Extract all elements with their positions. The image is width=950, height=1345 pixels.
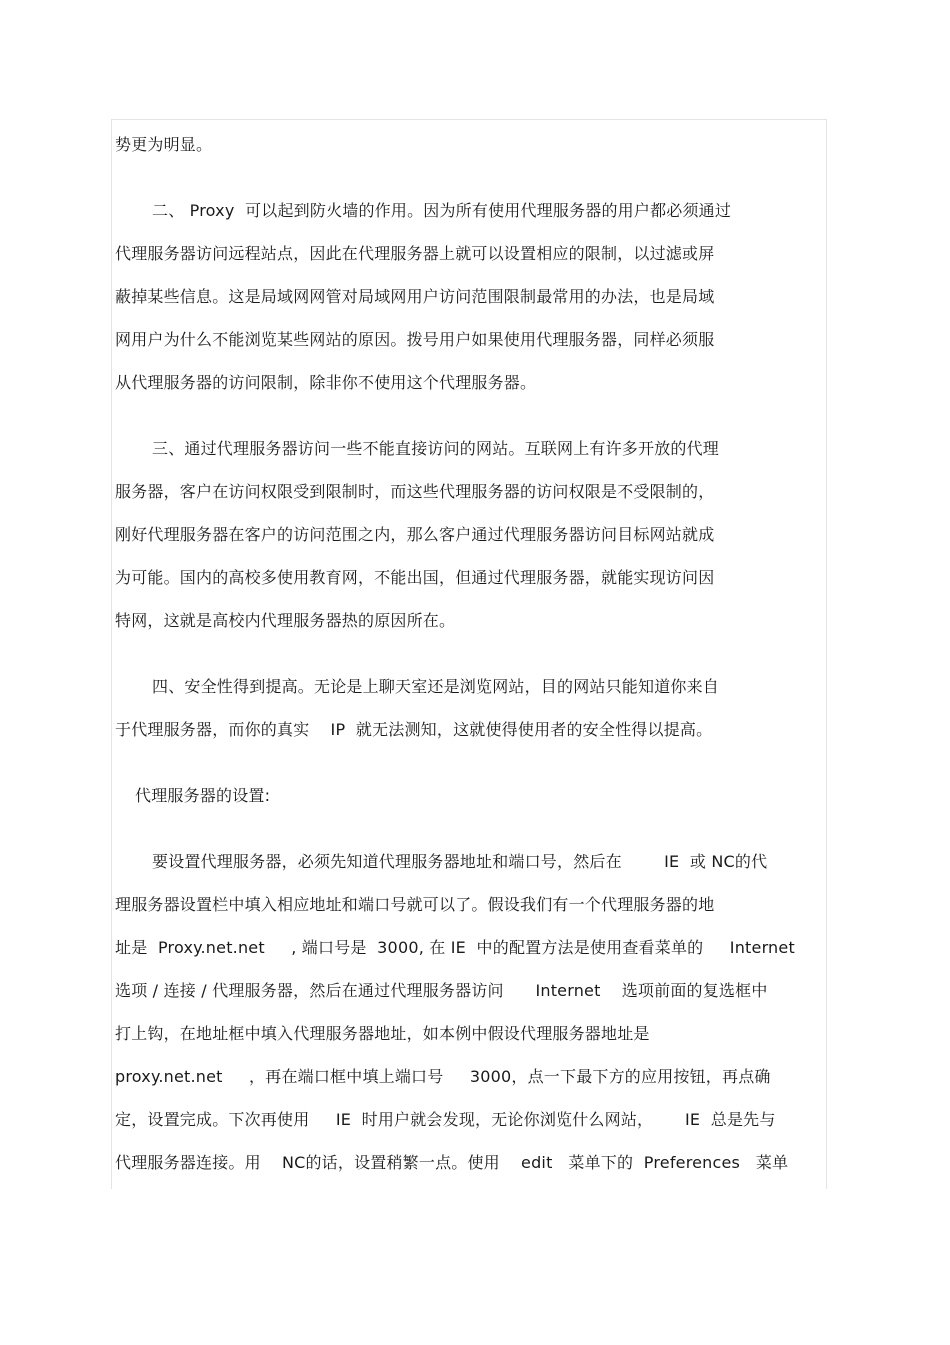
paragraph-line: 理服务器设置栏中填入相应地址和端口号就可以了。假设我们有一个代理服务器的地 xyxy=(115,895,715,914)
paragraph-line: 从代理服务器的访问限制，除非你不使用这个代理服务器。 xyxy=(115,373,537,392)
paragraph-line: 代理服务器访问远程站点，因此在代理服务器上就可以设置相应的限制，以过滤或屏 xyxy=(115,244,715,263)
paragraph-line: 势更为明显。 xyxy=(115,135,213,154)
paragraph-line: 定，设置完成。下次再使用 IE 时用户就会发现，无论你浏览什么网站， IE 总是先与 xyxy=(115,1110,776,1129)
paragraph-line: 为可能。国内的高校多使用教育网，不能出国，但通过代理服务器，就能实现访问因 xyxy=(115,568,715,587)
paragraph-line: 二、 Proxy 可以起到防火墙的作用。因为所有使用代理服务器的用户都必须通过 xyxy=(152,201,732,220)
paragraph-line: 要设置代理服务器，必须先知道代理服务器地址和端口号，然后在 IE 或 NC的代 xyxy=(152,852,768,871)
paragraph-line: 刚好代理服务器在客户的访问范围之内，那么客户通过代理服务器访问目标网站就成 xyxy=(115,525,715,544)
paragraph-line: 于代理服务器，而你的真实 IP 就无法测知，这就使得使用者的安全性得以提高。 xyxy=(115,720,713,739)
paragraph-line: 服务器，客户在访问权限受到限制时，而这些代理服务器的访问权限是不受限制的， xyxy=(115,482,715,501)
paragraph-line: 打上钩，在地址框中填入代理服务器地址，如本例中假设代理服务器地址是 xyxy=(115,1024,650,1043)
paragraph-line: 特网，这就是高校内代理服务器热的原因所在。 xyxy=(115,611,456,630)
paragraph-line: 址是 Proxy.net.net , 端口号是 3000, 在 IE 中的配置方法是使用查看菜单的 Internet xyxy=(115,938,795,957)
paragraph-line: 蔽掉某些信息。这是局域网网管对局域网用户访问范围限制最常用的办法，也是局域 xyxy=(115,287,715,306)
paragraph-line: 四、安全性得到提高。无论是上聊天室还是浏览网站，目的网站只能知道你来自 xyxy=(152,677,720,696)
paragraph-line: 三、通过代理服务器访问一些不能直接访问的网站。互联网上有许多开放的代理 xyxy=(152,439,720,458)
paragraph-line: 选项 / 连接 / 代理服务器，然后在通过代理服务器访问 Internet 选项前面的复选框中 xyxy=(115,981,768,1000)
paragraph-line: 代理服务器连接。用 NC的话，设置稍繁一点。使用 edit 菜单下的 Preferences 菜单 xyxy=(115,1153,789,1172)
section-heading: 代理服务器的设置: xyxy=(135,786,271,805)
paragraph-line: proxy.net.net ，再在端口框中填上端口号 3000，点一下最下方的应用按钮，再点确 xyxy=(115,1067,771,1086)
paragraph-line: 网用户为什么不能浏览某些网站的原因。拨号用户如果使用代理服务器，同样必须服 xyxy=(115,330,715,349)
